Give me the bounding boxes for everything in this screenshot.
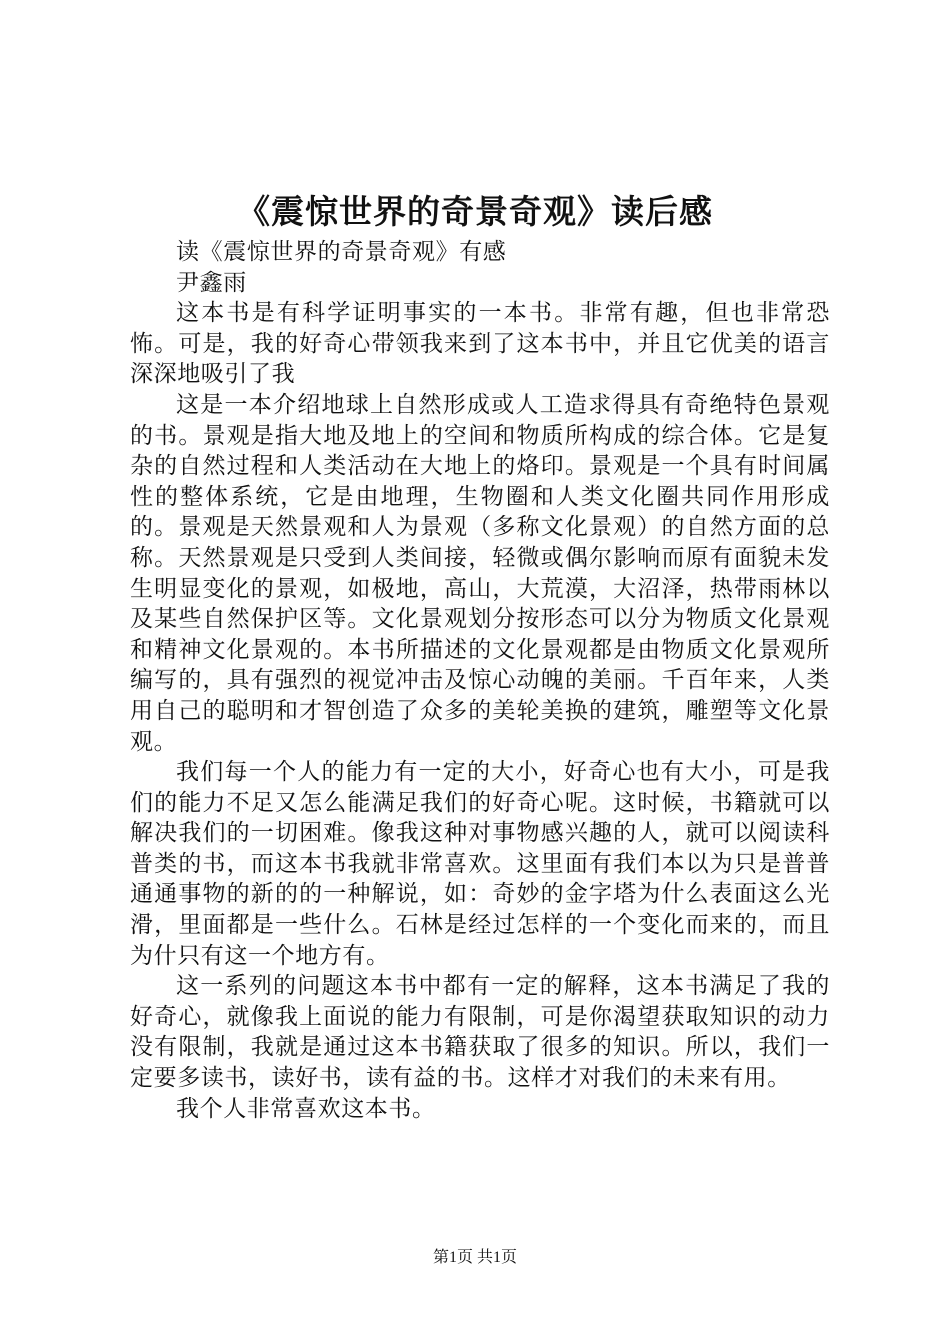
body-paragraph: 我们每一个人的能力有一定的大小，好奇心也有大小，可是我们的能力不足又怎么能满足我们的好奇心呢。这时候，书籍就可以解决我们的一切困难。像我这种对事物感兴趣的人，就可以阅读科普类的书，而这本书我就非常喜欢。这里面有我们本以为只是普普通通事物的新的的一种解说，如：奇妙的金字塔为什么表面这么光滑，里面都是一些什么。石林是经过怎样的一个变化而来的，而且为什只有这一个地方有。 [130, 759, 830, 969]
body-paragraph: 这一系列的问题这本书中都有一定的解释，这本书满足了我的好奇心，就像我上面说的能力有限制，可是你渴望获取知识的动力没有限制，我就是通过这本书籍获取了很多的知识。所以，我们一定要多读书，读好书，读有益的书。这样才对我们的未来有用。 [130, 973, 830, 1092]
body-paragraph: 这本书是有科学证明事实的一本书。非常有趣，但也非常恐怖。可是，我的好奇心带领我来到了这本书中，并且它优美的语言深深地吸引了我 [130, 300, 830, 388]
author-paragraph: 尹鑫雨 [176, 269, 247, 296]
body-paragraph: 这是一本介绍地球上自然形成或人工造求得具有奇绝特色景观的书。景观是指大地及地上的空间和物质所构成的综合体。它是复杂的自然过程和人类活动在大地上的烙印。景观是一个具有时间属性的整体系统，它是由地理，生物圈和人类文化圈共同作用形成的。景观是天然景观和人为景观（多称文化景观）的自然方面的总称。天然景观是只受到人类间接，轻微或偶尔影响而原有面貌未发生明显变化的景观，如极地，高山，大荒漠，大沼泽，热带雨林以及某些自然保护区等。文化景观划分按形态可以分为物质文化景观和精神文化景观的。本书所描述的文化景观都是由物质文化景观所编写的，具有强烈的视觉冲击及惊心动魄的美丽。千百年来，人类用自己的聪明和才智创造了众多的美轮美换的建筑，雕塑等文化景观。 [130, 391, 830, 755]
subtitle-paragraph: 读《震惊世界的奇景奇观》有感 [176, 239, 507, 265]
document-body [130, 237, 830, 1124]
document-title: 《震惊世界的奇景奇观》读后感 [237, 192, 713, 231]
page-footer: 第1页 共1页 [432, 1249, 517, 1266]
body-paragraph: 我个人非常喜欢这本书。 [176, 1095, 436, 1122]
